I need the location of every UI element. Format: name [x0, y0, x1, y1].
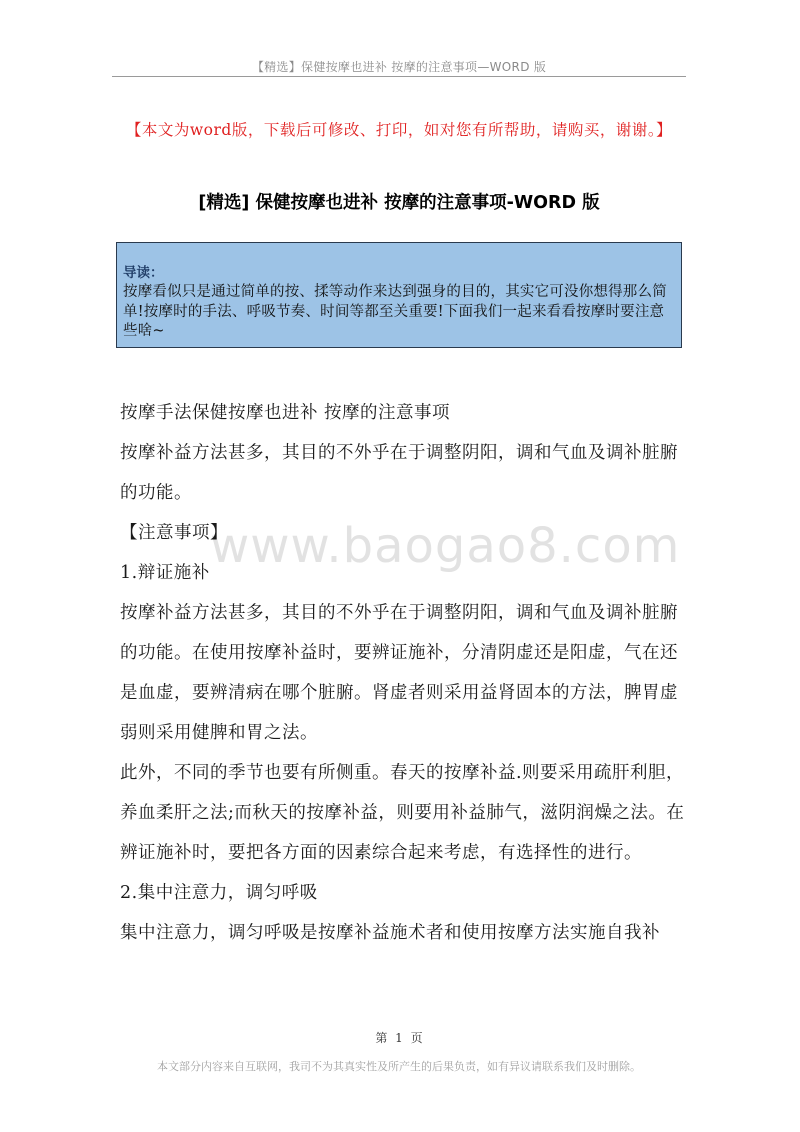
document-title: [精选] 保健按摩也进补 按摩的注意事项-WORD 版 [198, 193, 600, 213]
paragraph: 按摩补益方法甚多，其目的不外乎在于调整阴阳，调和气血及调补脏腑的功能。 [120, 443, 678, 503]
paragraph: 集中注意力，调匀呼吸是按摩补益施术者和使用按摩方法实施自我补 [120, 923, 660, 943]
document-body [120, 398, 686, 953]
page-number: 第 1 页 [375, 1031, 423, 1045]
subheading: 2.集中注意力，调匀呼吸 [120, 883, 318, 903]
subheading: 1.辩证施补 [120, 563, 210, 583]
paragraph: 此外，不同的季节也要有所侧重。春天的按摩补益.则要采用疏肝利胆，养血柔肝之法;而秋天的按摩补益，则要用补益肺气，滋阴润燥之法。在辨证施补时，要把各方面的因素综合起来考虑，有选择性的进行。 [120, 763, 685, 863]
word-version-notice: 【本文为word版，下载后可修改、打印，如对您有所帮助，请购买，谢谢。】 [125, 121, 673, 139]
watermark: www.baogao8.com [210, 518, 681, 574]
guide-box [116, 242, 682, 348]
guide-text: 按摩看似只是通过简单的按、揉等动作来达到强身的目的，其实它可没你想得那么简单!按摩时的手法、呼吸节奏、时间等都至关重要!下面我们一起来看看按摩时要注意些啥~ [123, 284, 667, 339]
page-header: 【精选】保健按摩也进补 按摩的注意事项—WORD 版 [251, 60, 547, 74]
footer-disclaimer: 本文部分内容来自互联网，我司不为其真实性及所产生的后果负责，如有异议请联系我们及时删除。 [157, 1060, 641, 1073]
guide-label: 导读： [123, 265, 164, 281]
section-heading: 【注意事项】 [120, 523, 228, 543]
header-divider [112, 76, 686, 77]
section-heading: 按摩手法保健按摩也进补 按摩的注意事项 [120, 403, 451, 423]
paragraph: 按摩补益方法甚多，其目的不外乎在于调整阴阳，调和气血及调补脏腑的功能。在使用按摩补益时，要辨证施补，分清阴虚还是阳虚，气在还是血虚，要辨清病在哪个脏腑。肾虚者则采用益肾固本的方法，脾胃虚弱则采用健脾和胃之法。 [120, 603, 678, 743]
